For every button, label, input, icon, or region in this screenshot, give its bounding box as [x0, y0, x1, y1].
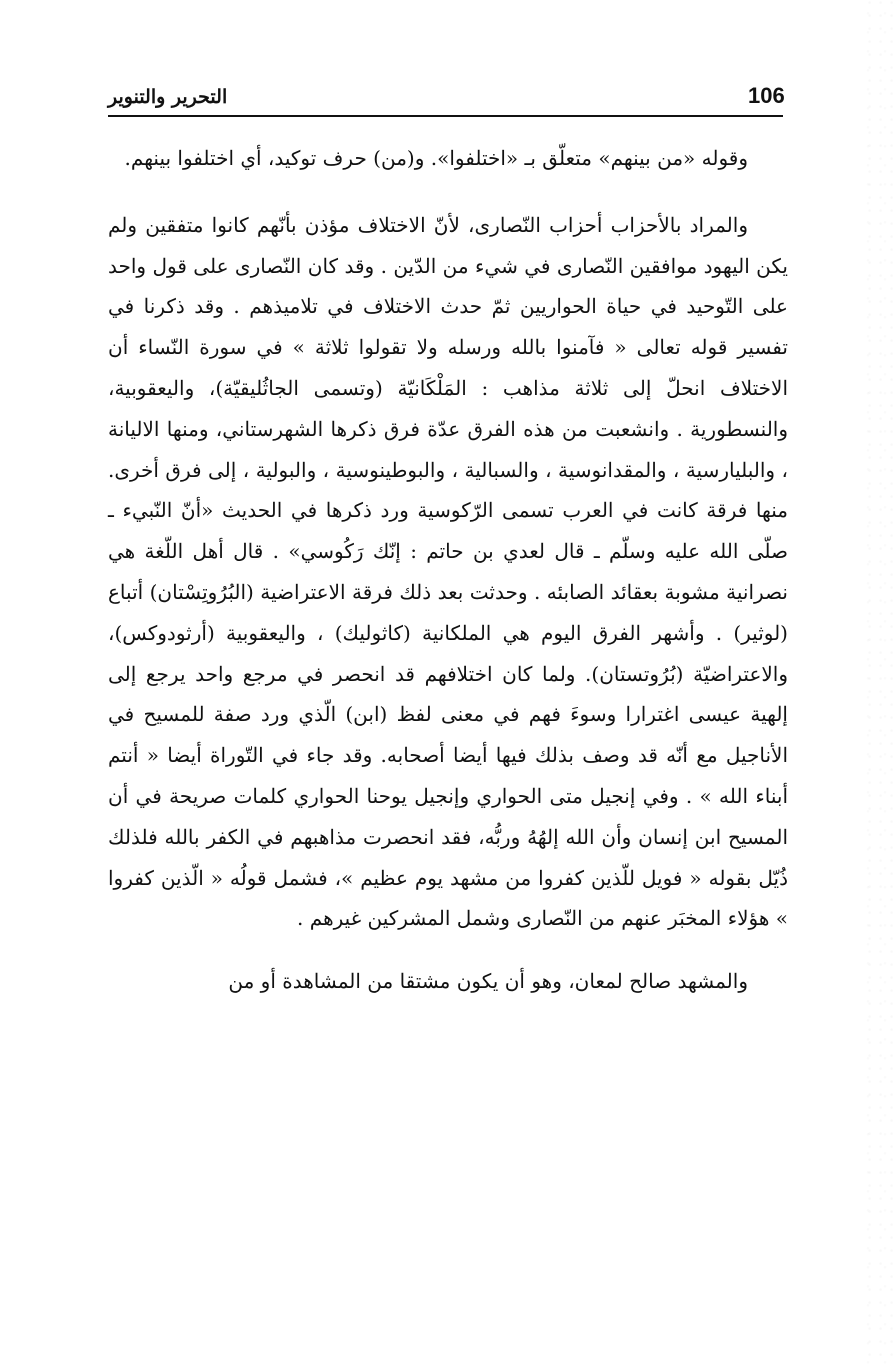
paragraph: والمشهد صالح لمعان، وهو أن يكون مشتقا من المشاهدة أو من	[228, 969, 748, 994]
scan-noise	[863, 0, 895, 1365]
page-header	[108, 82, 783, 116]
paragraph: والمراد بالأحزاب أحزاب النّصارى، لأنّ الاختلاف مؤذن بأنّهم كانوا متفقين ولم يكن اليهود موافقين النّصارى في شيء من الدّين . وقد كان النّصارى على قول واحد على التّوحيد في حياة الحواريين ثمّ حدث الاختلاف في تلاميذهم . وقد ذكرنا في تفسير قوله تعالى « فآمنوا بالله ورسله ولا تقولوا ثلاثة » في سورة النّساء أن الاختلاف انحلّ إلى ثلاثة مذاهب : المَلْكَانيّة (وتسمى الجاثُليقيّة)، واليعقوبية، والنسطورية . وانشعبت من هذه الفرق عدّة فرق ذكرها الشهرستاني، ومنها الاليانة ، والبليارسية ، والمقدانوسية ، والسبالية ، والبوطينوسية ، والبولية ، إلى فرق أخرى. منها فرقة كانت في العرب تسمى الرّكوسية ورد ذكرها في الحديث «أنّ النّبيء ـ صلّى الله عليه وسلّم ـ قال لعدي بن حاتم : إنّك رَكُوسي» . قال أهل اللّغة هي نصرانية مشوبة بعقائد الصابئه . وحدثت بعد ذلك فرقة الاعتراضية (البُرُوتِسْتان) أتباع (لوثير) . وأشهر الفرق اليوم هي الملكانية (كاثوليك) ، واليعقوبية (أرثودوكس)، والاعتراضيّة (بُرُوتستان). ولما كان اختلافهم قد انحصر في مرجع واحد يرجع إلى إلهية عيسى اغترارا وسوءَ فهم في معنى لفظ (ابن) الّذي ورد صفة للمسيح في الأناجيل مع أنّه قد وصف بذلك فيها أيضا أصحابه. وقد جاء في التّوراة أيضا « أنتم أبناء الله » . وفي إنجيل متى الحواري وإنجيل يوحنا الحواري كلمات صريحة في أن المسيح ابن إنسان وأن الله إلهُهُ وربُّه، فقد انحصرت مذاهبهم في الكفر بالله فلذلك ذُيّل بقوله « فويل للّذين كفروا من مشهد يوم عظيم »، فشمل قولُه « الّذين كفروا » هؤلاء المخبَر عنهم من النّصارى وشمل المشركين غيرهم .	[108, 212, 789, 931]
header-divider	[108, 115, 783, 117]
page-body	[108, 138, 788, 1002]
page-number: 106	[748, 83, 785, 108]
running-title: التحرير والتنوير	[108, 86, 228, 108]
paragraph: وقوله «من بينهم» متعلّق بـ «اختلفوا». و(من) حرف توكيد، أي اختلفوا بينهم.	[124, 146, 748, 170]
